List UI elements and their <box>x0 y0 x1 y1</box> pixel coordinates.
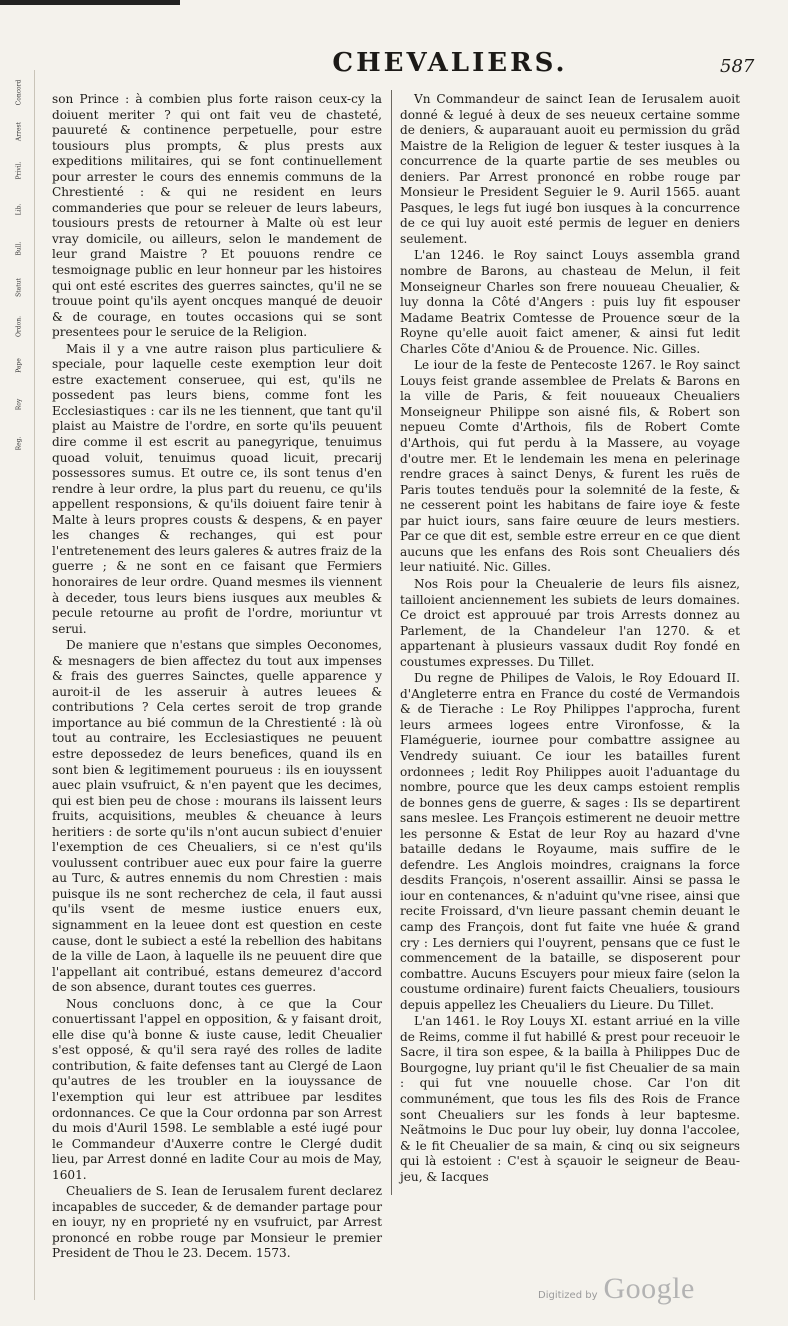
watermark-prefix: Digitized by <box>538 1290 598 1301</box>
margin-note: Reg. <box>15 436 23 451</box>
paragraph: Cheualiers de S. Iean de Ierusalem furent declarez incapables de succeder, & de demander partage pour en iouyr, ny en proprieté ny en vsufruict, par Arrest prononcé en robbe rouge par Monsieur le premier President de Thou le 23. Decem. 1573. <box>52 1184 382 1261</box>
paragraph: L'an 1461. le Roy Louys XI. estant arriué en la ville de Reims, comme il fut habillé & prest pour receuoir le Sacre, il tira son espee, & la bailla à Philippes Duc de Bourgogne, luy priant qu'il le fist Cheualier de sa main : qui fut vne nouuelle chose. Car l'on dit communément, que tous les fils des Rois de France sont Cheualiers sur les fonds à leur baptesme. Neãtmoins le Duc pour luy obeir, luy donna l'accolee, & le fit Cheualier de sa main, & cinq ou six seigneurs qui là estoient : C'est à sçauoir le seigneur de Beau-jeu, & Iacques <box>400 1014 740 1184</box>
paragraph: Nous concluons donc, à ce que la Cour conuertissant l'appel en opposition, & y faisant droit, elle dise qu'à bonne & iuste cause, ledit Cheualier s'est opposé, & qu'il sera rayé des rolles de ladite contribution, & faite defenses tant au Clergé de Laon qu'autres de les troubler en la iouyssance de l'exemption qui leur est attribuee par lesdites ordonnances. Ce que la Cour ordonna par son Arrest du mois d'Auril 1598. Le semblable a esté iugé pour le Commandeur d'Auxerre contre le Clergé dudit lieu, par Arrest donné en ladite Cour au mois de May, 1601. <box>52 996 382 1182</box>
column-divider <box>391 90 392 1195</box>
top-edge-bar <box>0 0 180 5</box>
margin-note: Privil. <box>15 161 23 180</box>
right-column <box>400 92 740 1185</box>
paragraph: Le iour de la feste de Pentecoste 1267. le Roy sainct Louys feist grande assemblee de Prelats & Barons en la ville de Paris, & feit nouueaux Cheualiers Monseigneur Philippe son aisné fils, & Robert son nepueu Comte d'Arthois, fils de Robert Comte d'Arthois, qui fut perdu à la Massere, au voyage d'outre mer. Et le lendemain les mena en pelerinage rendre graces à sainct Denys, & furent les ruës de Paris toutes tenduës pour la solemnité de la feste, & ne cesserent point les habitans de faire ioye & feste par huict iours, sans faire œuure de leurs mestiers. Par ce que dit est, semble estre erreur en ce que dient aucuns que les enfans des Rois sont Cheualiers dés leur natiuité. Nic. Gilles. <box>400 358 740 575</box>
paragraph: De maniere que n'estans que simples Oeconomes, & mesnagers de bien affectez du tout aux impenses & frais des guerres Sainctes, quelle apparence y auroit-il de les asseruir à autres leuees & contributions ? Cela certes seroit de trop grande importance au bié commun de la Chrestienté : là où tout au contraire, les Ecclesiastiques ne peuuent estre depossedez de leurs benefices, quand ils en sont bien & legitimement pourueus : ils en iouyssent auec plain vsufruict, & n'en payent que les decimes, qui est bien peu de chose : mourans ils laissent leurs fruits, acquisitions, meubles & cheuance à leurs heritiers : de sorte qu'ils n'ont aucun subiect d'enuier l'exemption de ces Cheualiers, si ce n'est qu'ils voulussent contribuer auec eux pour faire la guerre au Turc, & autres ennemis du nom Chrestien : mais puisque ils ne sont recherchez de cela, il faut aussi qu'ils vsent de mesme iustice enuers eux, signamment en la leuee dont est question en ceste cause, dont le subiect a esté la rebellion des habitans de la ville de Laon, à laquelle ils ne peuuent dire que l'appellant ait contribué, estans demeurez d'accord de son absence, durant toutes ces guerres. <box>52 638 382 995</box>
margin-note: Pape <box>15 358 23 373</box>
margin-notes <box>8 78 30 458</box>
paragraph: son Prince : à combien plus forte raison ceux-cy la doiuent meriter ? qui ont fait veu de chasteté, pauureté & continence perpetuelle, pour estre tousiours plus prompts, & plus prests aux expeditions militaires, qui se font continuellement pour arrester le cours des ennemis communs de la Chrestienté : & qui ne resident en leurs commanderies que pour se releuer de leurs labeurs, tousiours prests de retourner à Malte où est leur vray domicile, ou ailleurs, selon le mandement de leur grand Maistre ? Et pouuons rendre ce tesmoignage public en leur honneur par les histoires qui ont esté escrites des guerres sainctes, qu'il ne se trouue point qu'ils ayent oncques manqué de deuoir & de courage, en toutes occasions qui se sont presentees pour le seruice de la Religion. <box>52 92 382 340</box>
margin-note: Statut <box>15 278 23 297</box>
paragraph: L'an 1246. le Roy sainct Louys assembla grand nombre de Barons, au chasteau de Melun, il feit Monseigneur Charles son frere nouueau Cheualier, & luy donna la Côté d'Angers : puis luy fit espouser Madame Beatrix Comtesse de Prouence sœur de la Royne qu'elle auoit faict amener, & ainsi fut ledit Charles Cõte d'Aniou & de Prouence. Nic. Gilles. <box>400 248 740 356</box>
running-head: CHEVALIERS. <box>332 48 568 78</box>
margin-note: Bull. <box>15 241 23 256</box>
paragraph: Nos Rois pour la Cheualerie de leurs fils aisnez, tailloient anciennement les subiets de leurs domaines. Ce droict est approuué par trois Arrests donnez au Parlement, de la Chandeleur l'an 1270. & et appartenant à plusieurs vassaux dudit Roy fondé en coustumes expresses. Du Tillet. <box>400 576 740 669</box>
left-column <box>52 92 382 1262</box>
paragraph: Mais il y a vne autre raison plus particuliere & speciale, pour laquelle ceste exemption leur doit estre exactement conseruee, qui est, qu'ils ne possedent pas leurs biens, comme font les Ecclesiastiques : car ils ne les tiennent, que tant qu'il plaist au Maistre de l'ordre, en sorte qu'ils peuuent dire comme il est escrit au panegyrique, tenuimus quoad voluit, tenuimus quoad licuit, precarij possessores sumus. Et outre ce, ils sont tenus d'en rendre à leur ordre, la plus part du reuenu, ce qu'ils appellent responsions, & qu'ils doiuent faire tenir à Malte à leurs propres cousts & despens, & en payer les changes & rechanges, qui est pour l'entretenement des leurs galeres & autres fraiz de la guerre ; & ne sont en ce faisant que Fermiers honoraires de leur ordre. Quand mesmes ils viennent à deceder, tous leurs biens iusques aux meubles & pecule retourne au profit de l'ordre, moriuntur vt serui. <box>52 341 382 636</box>
paragraph: Du regne de Philipes de Valois, le Roy Edouard II. d'Angleterre entra en France du costé de Vermandois & de Tierache : Le Roy Philippes l'approcha, furent leurs armees logees entre Vironfosse, & la Flaméguerie, iournee pour combattre assignee au Vendredy suiuant. Ce iour les batailles furent ordonnees ; ledit Roy Philippes auoit l'aduantage du nombre, pource que les deux camps estoient remplis de bonnes gens de guerre, & sages : Ils se departirent sans meslee. Les François estimerent ne deuoir mettre les personne & Estat de leur Roy au hazard d'vne bataille dedans le Royaume, mais suffire de le defendre. Les Anglois moindres, craignans la force desdits François, n'oserent assaillir. Ainsi se passa le iour en contenances, & n'aduint qu'vne risee, ainsi que recite Froissard, d'vn lieure passant chemin deuant le camp des François, dont fut faite vne huée & grand cry : Les derniers qui l'ouyrent, pensans que ce fust le commencement de la bataille, se disposerent pour combattre. Aucuns Escuyers pour mieux faire (selon la coustume ordinaire) furent faicts Cheualiers, tousiours depuis appellez les Cheualiers du Lieure. Du Tillet. <box>400 671 740 1012</box>
paragraph: Vn Commandeur de sainct Iean de Ierusalem auoit donné & legué à deux de ses neueux certaine somme de deniers, & auparauant auoit eu permission du grãd Maistre de la Religion de leguer & tester iusques à la concurrence de la quarte partie de ses meubles ou deniers. Par Arrest prononcé en robbe rouge par Monsieur le President Seguier le 9. Auril 1565. auant Pasques, le legs fut iugé bon iusques à la concurrence de ce qui luy auoit esté permis de leguer en deniers seulement. <box>400 92 740 246</box>
margin-note: Arrest <box>15 121 23 142</box>
margin-note: Roy <box>15 398 23 411</box>
page-number: 587 <box>720 56 755 77</box>
digitization-watermark <box>538 1272 695 1306</box>
watermark-brand: Google <box>603 1272 695 1305</box>
gutter-rule <box>34 70 35 1300</box>
margin-note: Lib. <box>15 203 23 216</box>
margin-note: Concord <box>15 79 23 106</box>
margin-note: Ordon. <box>15 316 23 338</box>
